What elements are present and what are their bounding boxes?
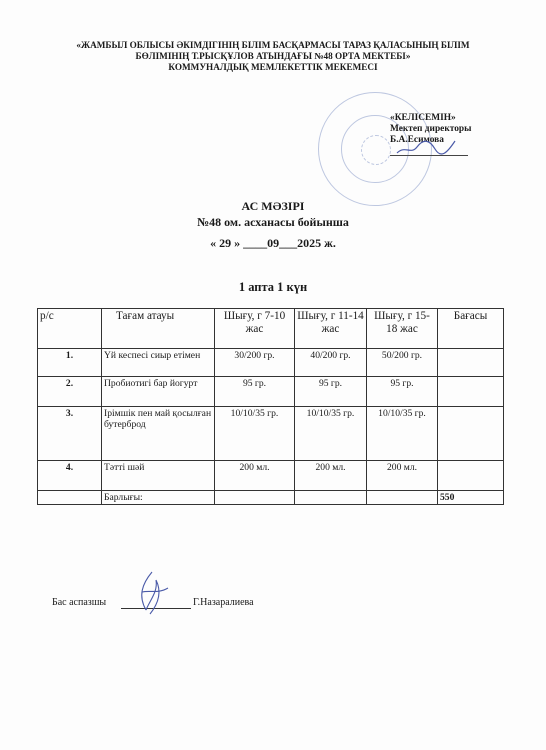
chef-label: Бас аспазшы	[52, 597, 107, 608]
portion-11-14: 95 гр.	[295, 377, 367, 407]
document-title: АС МӘЗІРІ	[241, 199, 305, 213]
portion-7-10: 95 гр.	[215, 377, 295, 407]
dish-name: Пробиотигі бар йогурт	[102, 377, 215, 407]
document-date: « 29 » ____09___2025 ж.	[210, 236, 336, 250]
week-day-label: 1 апта 1 күн	[238, 280, 308, 294]
header-no: р/с	[38, 309, 102, 349]
dish-name: Үй кеспесі сиыр етімен	[102, 349, 215, 377]
table-row	[38, 407, 504, 461]
row-number: 1.	[38, 349, 102, 377]
total-empty-cell	[367, 491, 438, 505]
document-subtitle: №48 ом. асханасы бойынша	[197, 215, 349, 229]
approval-position: Мектеп директоры	[390, 124, 472, 134]
portion-11-14: 10/10/35 гр.	[295, 407, 367, 461]
org-header-line-3: КОММУНАЛДЫҚ МЕМЛЕКЕТТІК МЕКЕМЕСІ	[168, 62, 378, 72]
total-label: Барлығы:	[102, 491, 215, 505]
org-header-line-1: «ЖАМБЫЛ ОБЛЫСЫ ӘКІМДІГІНІҢ БІЛІМ БАСҚАРМАСЫ ТАРАЗ ҚАЛАСЫНЫҢ БІЛІМ	[76, 40, 470, 50]
approval-name: Б.А.Есимова	[390, 135, 444, 145]
menu-table	[37, 308, 504, 505]
portion-11-14: 200 мл.	[295, 461, 367, 491]
total-empty-cell	[215, 491, 295, 505]
price-cell	[438, 461, 504, 491]
stamp-core	[361, 135, 391, 165]
table-row	[38, 349, 504, 377]
org-header-line-2: БӨЛІМІНІҢ Т.РЫСҚҰЛОВ АТЫНДАҒЫ №48 ОРТА МЕКТЕБІ»	[135, 51, 411, 61]
price-cell	[438, 349, 504, 377]
total-empty-cell	[295, 491, 367, 505]
table-row	[38, 461, 504, 491]
row-number: 3.	[38, 407, 102, 461]
portion-11-14: 40/200 гр.	[295, 349, 367, 377]
total-row	[38, 491, 504, 505]
dish-name: Тәтті шәй	[102, 461, 215, 491]
portion-15-18: 200 мл.	[367, 461, 438, 491]
price-cell	[438, 407, 504, 461]
chef-signature	[128, 570, 178, 616]
header-age-15-18: Шығу, г 15-18 жас	[367, 309, 438, 349]
portion-15-18: 95 гр.	[367, 377, 438, 407]
total-value: 550	[438, 491, 504, 505]
table-row	[38, 377, 504, 407]
header-age-11-14: Шығу, г 11-14 жас	[295, 309, 367, 349]
approval-title: «КЕЛІСЕМІН»	[390, 113, 456, 123]
portion-7-10: 10/10/35 гр.	[215, 407, 295, 461]
chef-name: Г.Назаралиева	[193, 597, 254, 608]
total-empty-cell	[38, 491, 102, 505]
row-number: 4.	[38, 461, 102, 491]
director-signature	[395, 135, 457, 159]
portion-7-10: 30/200 гр.	[215, 349, 295, 377]
header-age-7-10: Шығу, г 7-10 жас	[215, 309, 295, 349]
table-header-row	[38, 309, 504, 349]
header-price: Бағасы	[438, 309, 504, 349]
dish-name: Ірімшік пен май қосылған бутерброд	[102, 407, 215, 461]
price-cell	[438, 377, 504, 407]
header-dish: Тағам атауы	[102, 309, 215, 349]
portion-15-18: 50/200 гр.	[367, 349, 438, 377]
portion-15-18: 10/10/35 гр.	[367, 407, 438, 461]
row-number: 2.	[38, 377, 102, 407]
portion-7-10: 200 мл.	[215, 461, 295, 491]
